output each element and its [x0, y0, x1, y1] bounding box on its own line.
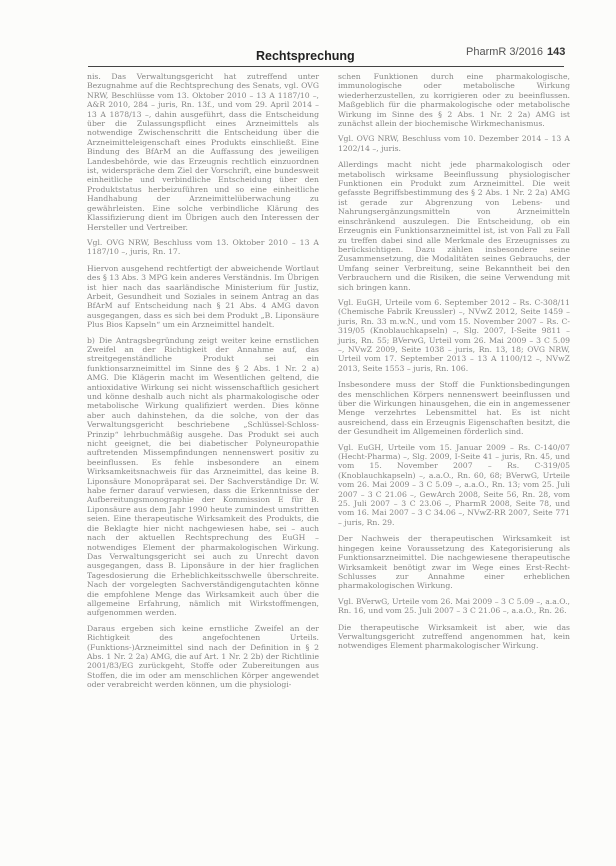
header-rule [88, 66, 564, 67]
paragraph: Die therapeutische Wirksamkeit ist aber, wie das Verwaltungsgericht zutreffend angenommen hat, kein notwendiges Element pharmakologischer Wirkung. [338, 622, 570, 651]
paragraph: schen Funktionen durch eine pharmakologische, immunologische oder metabolische Wirkung wiederherzustellen, zu korrigieren oder zu beeinflussen. Maßgeblich für die pharmakologische oder metabolische Wirkung im Sinne des § 2 Abs. 1 Nr. 2 2a) AMG ist zunächst allein der biochemische Wirkmechanismus. [338, 72, 570, 129]
page-header [0, 0, 616, 66]
citation: Vgl. EuGH, Urteile vom 6. September 2012 – Rs. C-308/11 (Chemische Fabrik Kreussler) –, NVwZ 2012, Seite 1459 – juris, Rn. 33 m.w.N., und vom 15. November 2007 – Rs. C-319/05 (Knoblauchkapseln) –, Slg. 2007, I-Seite 9811 – juris, Rn. 55; BVerwG, Urteil vom 26. Mai 2009 – 3 C 5.09 –, NVwZ 2009, Seite 1038 – juris, Rn. 13, 18; OVG NRW, Urteil vom 17. September 2013 – 13 A 1100/12 –, NVwZ 2013, Seite 1553 – juris, Rn. 106. [338, 297, 570, 373]
paragraph: Insbesondere muss der Stoff die Funktionsbedingungen des menschlichen Körpers nennenswert beeinflussen und über die Wirkungen hinausgehen, die ein in angemessener Menge verzehrtes Lebensmittel hat. Es ist nicht ausreichend, dass ein Erzeugnis Eigenschaften besitzt, die der Gesundheit im Allgemeinen förderlich sind. [338, 380, 570, 437]
page-number: 143 [547, 46, 566, 58]
paragraph: Allerdings macht nicht jede pharmakologisch oder metabolisch wirksame Beeinflussung physiologischer Funktionen ein Produkt zum Arzneimittel. Die weit gefasste Begriffsbestimmung des § 2 Abs. 1 Nr. 2 2a) AMG ist gerade zur Abgrenzung von Lebens- und Nahrungsergänzungsmitteln von Arzneimitteln einschränkend auszulegen. Die Entscheidung, ob ein Erzeugnis ein Funktionsarzneimittel ist, ist von Fall zu Fall zu treffen dabei sind alle Merkmale des Erzeugnisses zu berücksichtigen. Dazu zählen insbesondere seine Zusammensetzung, die Modalitäten seines Gebrauchs, der Umfang seiner Verbreitung, seine Bekanntheit bei den Verbrauchern und die Risiken, die seine Verwendung mit sich bringen kann. [338, 160, 570, 292]
citation: Vgl. BVerwG, Urteile vom 26. Mai 2009 – 3 C 5.09 –, a.a.O., Rn. 16, und vom 25. Juli 2007 – 3 C 21.06 –, a.a.O., Rn. 26. [338, 596, 570, 616]
citation: Vgl. OVG NRW, Beschluss vom 13. Oktober 2010 – 13 A 1187/10 –, juris, Rn. 17. [87, 237, 319, 257]
paragraph: Der Nachweis der therapeutischen Wirksamkeit ist hingegen keine Voraussetzung des Kategorisierung als Funktionsarzneimittel. Die nachgewiesene therapeutische Wirksamkeit benötigt zwar im Wege eines Erst-Recht-Schlusses zur Annahme einer erheblichen pharmakologischen Wirkung. [338, 534, 570, 591]
paragraph: b) Die Antragsbegründung zeigt weiter keine ernstlichen Zweifel an der Richtigkeit der Annahme auf, das streitgegenständliche Produkt sei ein funktionsarzneimittel im Sinne des § 2 Abs. 1 Nr. 2 a) AMG. Die Klägerin macht im Wesentlichen geltend, die antioxidative Wirkung sei nicht wissenschaftlich gesichert und könne deshalb auch nicht als pharmakologische oder metabolische Wirkung qualifiziert werden. Dies könne aber auch dahinstehen, da die solche, von der das Verwaltungsgericht beschriebene „Schlüssel-Schloss-Prinzip“ lehrbuchmäßig ausgehe. Das Produkt sei auch nicht geeignet, die bei diabetischer Polyneuropathie auftretenden Missempfindungen nennenswert positiv zu beeinflussen. Es fehle insbesondere an einem Wirksamkeitsnachweis für das Arzneimittel, das keine B. Liponsäure Monopräparat sei. Der Sachverständige Dr. W. habe ferner darauf verwiesen, dass die Erkenntnisse der Aufbereitungsmonographie der Kommission E für B. Liponsäure aus dem Jahr 1990 heute zumindest umstritten seien. Eine therapeutische Wirksamkeit des Produkts, die die Beklagte hier nicht nachgewiesen habe, sei – auch nach der aktuellen Rechtsprechung des EuGH – notwendiges Element der pharmakologischen Wirkung. Das Verwaltungsgericht sei auch zu Unrecht davon ausgegangen, dass B. Liponsäure in der hier fraglichen Tagesdosierung die Erheblichkeitsschwelle überschreite. Nach der vorgelegten Sachverständigengutachten könne die empfohlene Menge das Wirksamkeit auch über die allgemeine Erfahrung, nämlich mit Wirkstoffmengen, aufgenommen werden. [87, 335, 319, 618]
paragraph: nis. Das Verwaltungsgericht hat zutreffend unter Bezugnahme auf die Rechtsprechung des Senats, vgl. OVG NRW, Beschlüsse vom 13. Oktober 2010 – 13 A 1187/10 –, A&R 2010, 284 – juris, Rn. 13f., und vom 29. April 2014 – 13 A 1878/13 –, dahin ausgeführt, dass die Entscheidung über die Zulassungspflicht eines Arzneimittels als notwendige Zwischenschritt die Entscheidung über die Arzneimitteleigenschaft eines Produkts einschließt. Eine Bindung des BfArM an die Auffassung des jeweiligen Landesbehörde, wie das Erzeugnis rechtlich einzuordnen ist, widerspräche dem Ziel der Vorschrift, eine bundesweit einheitliche und verbindliche Entscheidung über den Produktstatus herbeizuführen und so eine einheitliche Handhabung der Arzneimittelüberwachung zu gewährleisten. Eine solche verbindliche Klärung des Klassifizierung dient im Übrigen auch den Interessen der Hersteller und Vertreiber. [87, 72, 319, 232]
left-column [87, 72, 319, 696]
right-column [338, 72, 570, 657]
citation: Vgl. OVG NRW, Beschluss vom 10. Dezember 2014 – 13 A 1202/14 –, juris. [338, 134, 570, 153]
paragraph: Daraus ergeben sich keine ernstliche Zweifel an der Richtigkeit des angefochtenen Urteils. (Funktions-)Arzneimittel sind nach der Definition in § 2 Abs. 1 Nr. 2 2a) AMG, die auf Art. 1 Nr. 2 2b) der Richtlinie 2001/83/EG zurückgeht, Stoffe oder Zubereitungen aus Stoffen, die im oder am menschlichen Körper angewendet oder verabreicht werden können, um die physiologi- [87, 623, 319, 690]
section-title: Rechtsprechung [256, 49, 355, 63]
citation: Vgl. EuGH, Urteile vom 15. Januar 2009 – Rs. C-140/07 (Hecht-Pharma) –, Slg. 2009, I-Seite 41 – juris, Rn. 45, und vom 15. November 2007 – Rs. C-319/05 (Knoblauchkapseln) –, a.a.O., Rn. 60, 68; BVerwG, Urteile vom 26. Mai 2009 – 3 C 5.09 –, a.a.O., Rn. 13; vom 25. Juli 2007 – 3 C 21.06 –, GewArch 2008, Seite 56, Rn. 28, vom 25. Juli 2007 – 3 C 23.06 –, PharmR 2008, Seite 78, und vom 16. Mai 2007 – 3 C 34.06 –, NVwZ-RR 2007, Seite 771 – juris, Rn. 29. [338, 442, 570, 527]
paragraph: Hiervon ausgehend rechtfertigt der abweichende Wortlaut des § 13 Abs. 3 MPG kein anderes Verständnis. Im Übrigen ist hier nach das saarländische Ministerium für Justiz, Arbeit, Gesundheit und Soziales in seinem Antrag an das BfArM auf Entscheidung nach § 21 Abs. 4 AMG davon ausgegangen, dass es sich bei dem Produkt „B. Liponsäure Plus Bios Kapseln“ um ein Arzneimittel handelt. [87, 263, 319, 330]
journal-issue: PharmR 3/2016 [466, 46, 544, 58]
